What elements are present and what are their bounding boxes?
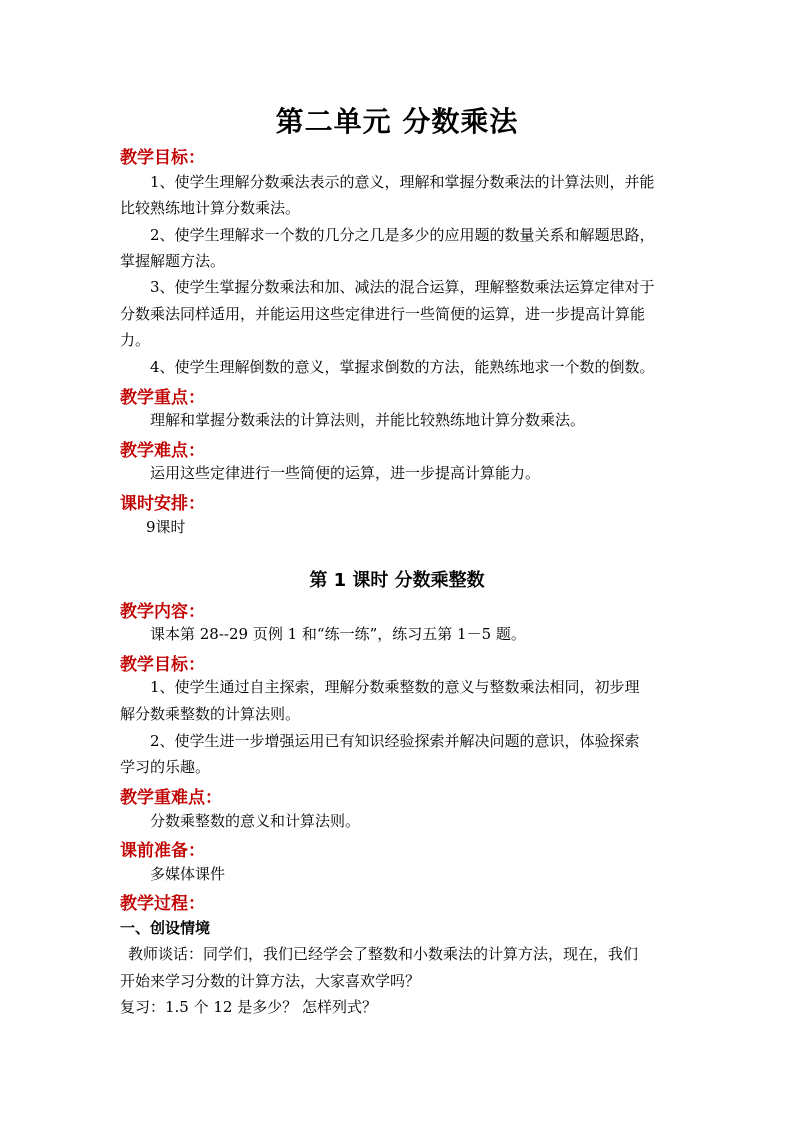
lesson-goal-line: 解分数乘整数的计算法则。 xyxy=(120,705,301,723)
goal-line: 1、使学生理解分数乘法表示的意义，理解和掌握分数乘法的计算法则，并能 xyxy=(150,173,655,191)
schedule-text: 9课时 xyxy=(146,518,186,536)
difficult-points-heading: 教学难点： xyxy=(120,441,205,461)
lesson-goal-line: 1、使学生通过自主探索，理解分数乘整数的意义与整数乘法相同，初步理 xyxy=(150,678,640,696)
goals-heading: 教学目标： xyxy=(120,148,205,168)
preparation-heading: 课前准备： xyxy=(120,841,205,861)
lesson-goal-line: 学习的乐趣。 xyxy=(120,758,211,776)
lesson-goals-heading: 教学目标： xyxy=(120,655,205,675)
section-heading: 一、创设情境 xyxy=(120,919,211,937)
goal-line: 力。 xyxy=(120,331,151,349)
teacher-talk-line: 开始来学习分数的计算方法，大家喜欢学吗？ xyxy=(120,972,421,990)
difficult-points-text: 运用这些定律进行一些简便的运算，进一步提高计算能力。 xyxy=(150,464,541,482)
process-heading: 教学过程： xyxy=(120,894,205,914)
goal-line: 2、使学生理解求一个数的几分之几是多少的应用题的数量关系和解题思路， xyxy=(150,226,655,244)
review-text: 复习：1.5 个 12 是多少？ 怎样列式？ xyxy=(120,998,378,1016)
teacher-talk-line: 教师谈话：同学们，我们已经学会了整数和小数乘法的计算方法，现在，我们 xyxy=(128,945,639,963)
lesson-title: 第 1 课时 分数乘整数 xyxy=(309,570,485,591)
goal-line: 3、使学生掌握分数乘法和加、减法的混合运算，理解整数乘法运算定律对于 xyxy=(150,278,655,296)
unit-title: 第二单元 分数乘法 xyxy=(275,105,519,138)
goal-line: 比较熟练地计算分数乘法。 xyxy=(120,199,301,217)
schedule-heading: 课时安排： xyxy=(120,494,205,514)
preparation-text: 多媒体课件 xyxy=(150,865,226,883)
goal-line: 掌握解题方法。 xyxy=(120,252,226,270)
content-text: 课本第 28--29 页例 1 和“练一练”，练习五第 1－5 题。 xyxy=(150,625,526,643)
lesson-goal-line: 2、使学生进一步增强运用已有知识经验探索并解决问题的意识，体验探索 xyxy=(150,732,640,750)
key-points-text: 理解和掌握分数乘法的计算法则，并能比较熟练地计算分数乘法。 xyxy=(150,411,586,429)
content-heading: 教学内容： xyxy=(120,602,205,622)
key-difficult-text: 分数乘整数的意义和计算法则。 xyxy=(150,812,361,830)
key-difficult-heading: 教学重难点： xyxy=(120,788,222,808)
key-points-heading: 教学重点： xyxy=(120,388,205,408)
goal-line: 4、使学生理解倒数的意义，掌握求倒数的方法，能熟练地求一个数的倒数。 xyxy=(150,358,655,376)
goal-line: 分数乘法同样适用，并能运用这些定律进行一些简便的运算，进一步提高计算能 xyxy=(120,305,646,323)
